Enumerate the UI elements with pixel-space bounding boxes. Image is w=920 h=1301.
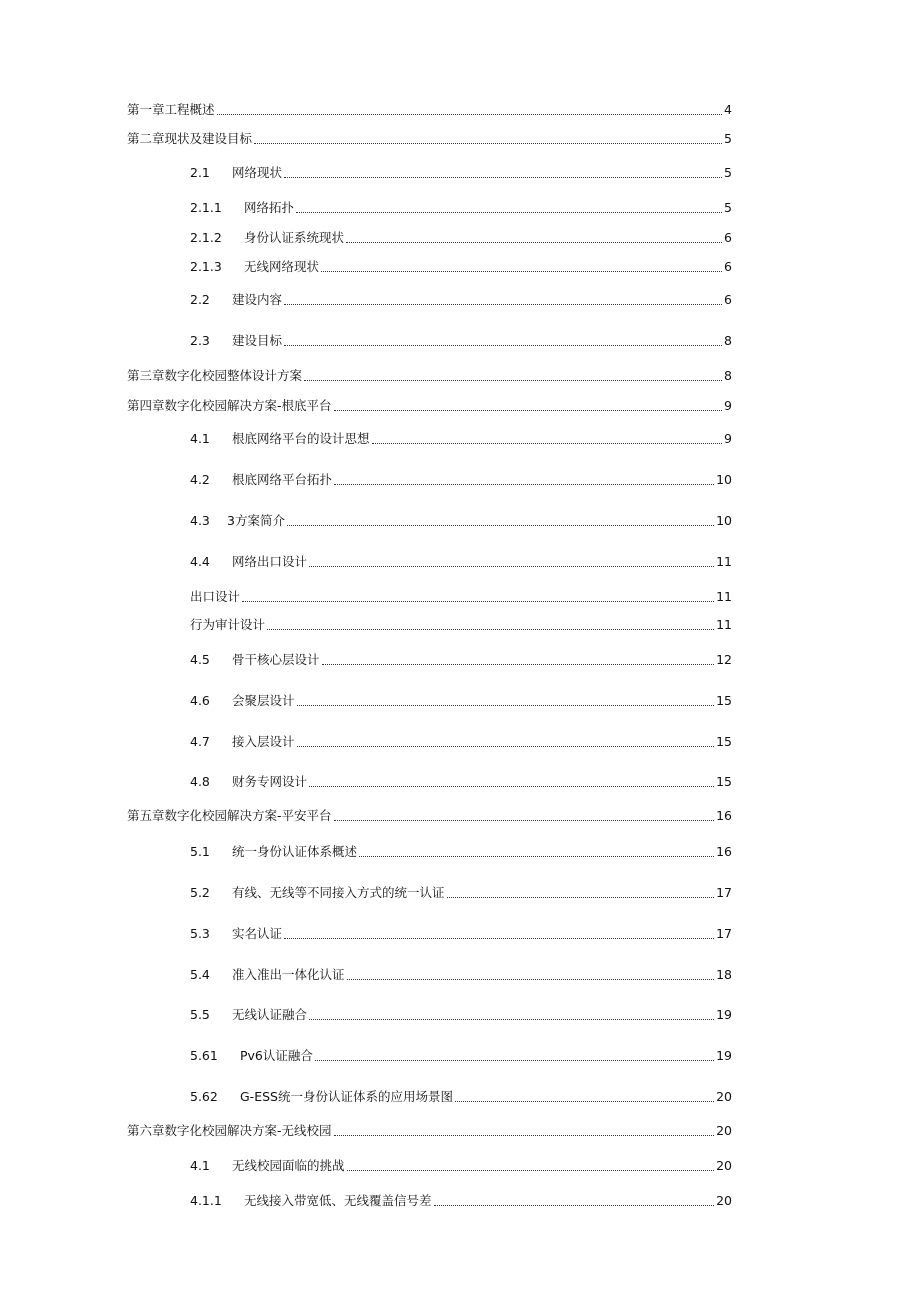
toc-entry-page-number: 20 xyxy=(716,1158,732,1173)
toc-entry[interactable] xyxy=(190,286,732,308)
toc-leader-dots xyxy=(334,1134,715,1136)
toc-entry-title: 网络现状 xyxy=(232,165,283,180)
toc-entry-page-number: 20 xyxy=(716,1089,732,1104)
toc-entry-page-number: 11 xyxy=(716,554,732,569)
toc-entry[interactable] xyxy=(127,362,732,384)
toc-entry[interactable] xyxy=(190,646,732,668)
toc-leader-dots xyxy=(217,113,722,115)
toc-entry-number: 4.5 xyxy=(190,652,210,667)
toc-entry-page-number: 12 xyxy=(716,652,732,667)
toc-entry-number: 2.2 xyxy=(190,292,210,307)
toc-entry-page-number: 6 xyxy=(724,259,732,274)
toc-leader-dots xyxy=(267,628,714,630)
toc-entry-title: 无线校园面临的挑战 xyxy=(232,1158,345,1173)
toc-entry-page-number: 16 xyxy=(716,844,732,859)
toc-entry[interactable] xyxy=(190,548,732,570)
toc-entry-title: 准入准出一体化认证 xyxy=(232,967,345,982)
toc-entry-page-number: 5 xyxy=(724,165,732,180)
toc-entry[interactable] xyxy=(190,159,732,181)
toc-entry-page-number: 18 xyxy=(716,967,732,982)
toc-leader-dots xyxy=(297,704,715,706)
toc-leader-dots xyxy=(242,600,714,602)
toc-entry[interactable] xyxy=(190,687,732,709)
toc-entry[interactable] xyxy=(190,425,732,447)
toc-leader-dots xyxy=(455,1100,714,1102)
toc-entry-title: 财务专网设计 xyxy=(232,774,308,789)
toc-entry-title: 出口设计 xyxy=(190,589,241,604)
toc-entry-number: 5.3 xyxy=(190,926,210,941)
toc-entry-title: 根底网络平台拓扑 xyxy=(232,472,333,487)
toc-entry-page-number: 10 xyxy=(716,513,732,528)
toc-leader-dots xyxy=(296,211,722,213)
toc-entry-title: 身份认证系统现状 xyxy=(244,230,345,245)
toc-entry-title: 网络拓扑 xyxy=(244,200,295,215)
toc-entry-title: G-ESS统一身份认证体系的应用场景图 xyxy=(240,1089,453,1104)
toc-entry-page-number: 17 xyxy=(716,926,732,941)
toc-entry-page-number: 10 xyxy=(716,472,732,487)
toc-leader-dots xyxy=(322,663,715,665)
toc-entry-page-number: 5 xyxy=(724,131,732,146)
toc-leader-dots xyxy=(347,1169,715,1171)
toc-entry[interactable] xyxy=(190,1187,732,1209)
toc-entry-page-number: 11 xyxy=(716,617,732,632)
toc-entry-number: 5.1 xyxy=(190,844,210,859)
toc-entry-page-number: 6 xyxy=(724,292,732,307)
toc-entry-title: 会聚层设计 xyxy=(232,693,295,708)
toc-leader-dots xyxy=(309,1018,714,1020)
toc-entry[interactable] xyxy=(190,583,732,605)
toc-entry-number: 4.4 xyxy=(190,554,210,569)
toc-entry-page-number: 16 xyxy=(716,808,732,823)
toc-entry[interactable] xyxy=(190,194,732,216)
toc-entry-number: 4.1 xyxy=(190,431,210,446)
toc-entry[interactable] xyxy=(190,253,732,275)
toc-entry[interactable] xyxy=(190,1083,732,1105)
toc-entry[interactable] xyxy=(190,1152,732,1174)
toc-entry-title: 骨干核心层设计 xyxy=(232,652,320,667)
toc-entry-page-number: 6 xyxy=(724,230,732,245)
toc-entry[interactable] xyxy=(190,838,732,860)
toc-entry-page-number: 9 xyxy=(724,398,732,413)
toc-entry-number: 2.1.3 xyxy=(190,259,222,274)
toc-entry-page-number: 9 xyxy=(724,431,732,446)
toc-entry-page-number: 19 xyxy=(716,1007,732,1022)
toc-entry-title: 第六章数字化校园解决方案-无线校园 xyxy=(127,1123,332,1138)
toc-entry[interactable] xyxy=(190,879,732,901)
toc-entry-number: 4.1 xyxy=(190,1158,210,1173)
toc-entry-title: 3方案简介 xyxy=(227,513,285,528)
toc-entry-number: 4.7 xyxy=(190,734,210,749)
toc-entry-title: 无线认证融合 xyxy=(232,1007,308,1022)
toc-entry[interactable] xyxy=(190,961,732,983)
toc-entry-title: 第二章现状及建设目标 xyxy=(127,131,253,146)
toc-entry-number: 4.1.1 xyxy=(190,1193,222,1208)
toc-entry[interactable] xyxy=(127,1117,732,1139)
toc-entry-page-number: 20 xyxy=(716,1193,732,1208)
toc-entry-title: 建设内容 xyxy=(232,292,283,307)
toc-entry[interactable] xyxy=(190,224,732,246)
toc-entry-title: 实名认证 xyxy=(232,926,283,941)
toc-entry[interactable] xyxy=(190,768,732,790)
toc-entry-page-number: 8 xyxy=(724,333,732,348)
toc-leader-dots xyxy=(284,176,722,178)
toc-leader-dots xyxy=(447,896,715,898)
toc-entry-number: 2.1.2 xyxy=(190,230,222,245)
toc-leader-dots xyxy=(321,270,722,272)
toc-entry[interactable] xyxy=(190,611,732,633)
toc-leader-dots xyxy=(309,565,714,567)
toc-entry[interactable] xyxy=(127,96,732,118)
toc-entry-number: 2.1 xyxy=(190,165,210,180)
toc-entry-title: 统一身份认证体系概述 xyxy=(232,844,358,859)
toc-entry-title: 无线接入带宽低、无线覆盖信号差 xyxy=(244,1193,432,1208)
toc-entry-title: Pv6认证融合 xyxy=(240,1048,313,1063)
toc-entry-page-number: 5 xyxy=(724,200,732,215)
toc-entry[interactable] xyxy=(127,125,732,147)
toc-entry-page-number: 4 xyxy=(724,102,732,117)
toc-leader-dots xyxy=(346,241,722,243)
toc-leader-dots xyxy=(347,978,715,980)
toc-entry-title: 第一章工程概述 xyxy=(127,102,215,117)
toc-leader-dots xyxy=(284,303,722,305)
toc-entry-title: 建设目标 xyxy=(232,333,283,348)
toc-entry[interactable] xyxy=(190,1001,732,1023)
toc-entry-number: 4.8 xyxy=(190,774,210,789)
toc-leader-dots xyxy=(315,1059,714,1061)
toc-entry[interactable] xyxy=(127,802,732,824)
toc-leader-dots xyxy=(284,344,722,346)
toc-leader-dots xyxy=(372,442,722,444)
toc-entry-number: 2.1.1 xyxy=(190,200,222,215)
toc-entry[interactable] xyxy=(190,507,732,529)
toc-leader-dots xyxy=(334,819,715,821)
toc-entry[interactable] xyxy=(190,327,732,349)
toc-leader-dots xyxy=(359,855,714,857)
toc-leader-dots xyxy=(254,142,722,144)
toc-entry-title: 无线网络现状 xyxy=(244,259,320,274)
toc-entry-title: 第四章数字化校园解决方案-根底平台 xyxy=(127,398,332,413)
toc-leader-dots xyxy=(434,1204,715,1206)
toc-entry[interactable] xyxy=(190,728,732,750)
toc-entry-number: 4.3 xyxy=(190,513,210,528)
toc-entry-page-number: 8 xyxy=(724,368,732,383)
toc-entry-number: 2.3 xyxy=(190,333,210,348)
toc-entry-page-number: 19 xyxy=(716,1048,732,1063)
toc-entry[interactable] xyxy=(190,466,732,488)
toc-entry-title: 接入层设计 xyxy=(232,734,295,749)
toc-leader-dots xyxy=(287,524,714,526)
toc-entry-page-number: 15 xyxy=(716,734,732,749)
toc-entry-number: 5.4 xyxy=(190,967,210,982)
toc-entry-title: 行为审计设计 xyxy=(190,617,266,632)
toc-entry-page-number: 20 xyxy=(716,1123,732,1138)
toc-entry-page-number: 15 xyxy=(716,774,732,789)
toc-leader-dots xyxy=(334,409,722,411)
toc-entry[interactable] xyxy=(190,920,732,942)
toc-entry-number: 5.61 xyxy=(190,1048,218,1063)
toc-entry-title: 网络出口设计 xyxy=(232,554,308,569)
toc-leader-dots xyxy=(297,745,715,747)
toc-entry-title: 有线、无线等不同接入方式的统一认证 xyxy=(232,885,445,900)
toc-entry-title: 第五章数字化校园解决方案-平安平台 xyxy=(127,808,332,823)
toc-leader-dots xyxy=(334,483,714,485)
toc-entry-page-number: 11 xyxy=(716,589,732,604)
toc-entry-number: 5.5 xyxy=(190,1007,210,1022)
toc-entry-title: 第三章数字化校园整体设计方案 xyxy=(127,368,303,383)
toc-entry-number: 4.6 xyxy=(190,693,210,708)
toc-entry-page-number: 15 xyxy=(716,693,732,708)
toc-entry-page-number: 17 xyxy=(716,885,732,900)
toc-leader-dots xyxy=(309,785,714,787)
toc-leader-dots xyxy=(284,937,714,939)
toc-entry-title: 根底网络平台的设计思想 xyxy=(232,431,370,446)
toc-entry[interactable] xyxy=(127,392,732,414)
toc-entry[interactable] xyxy=(190,1042,732,1064)
toc-entry-number: 5.62 xyxy=(190,1089,218,1104)
toc-entry-number: 4.2 xyxy=(190,472,210,487)
toc-entry-number: 5.2 xyxy=(190,885,210,900)
toc-leader-dots xyxy=(304,379,722,381)
